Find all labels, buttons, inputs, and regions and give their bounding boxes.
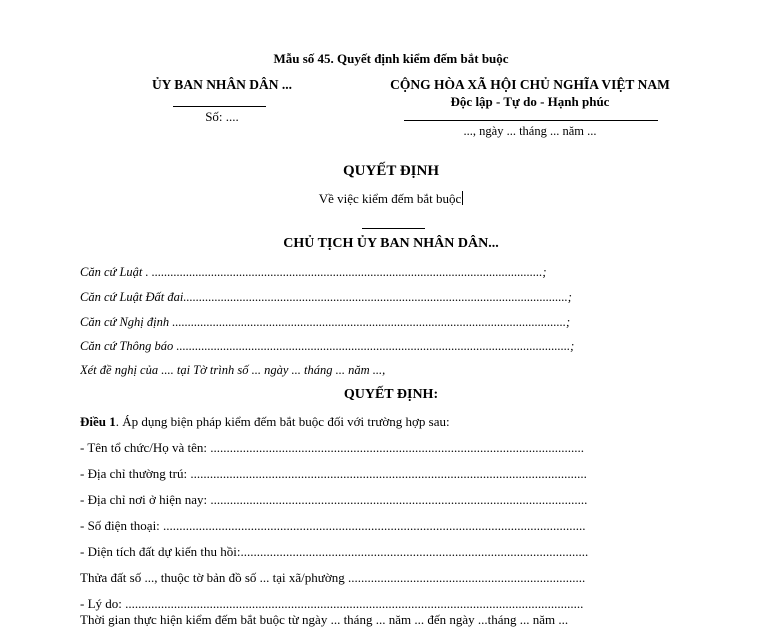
- form-title: Mẫu số 45. Quyết định kiểm đếm bắt buộc: [273, 51, 509, 66]
- legal-basis-proposal: Xét đề nghị của .... tại Tờ trình số ... ngày ... tháng ... năm ...,: [80, 363, 386, 377]
- field-name: - Tên tổ chức/Họ và tên: ...................................................................................................................: [80, 440, 585, 455]
- legal-basis-land-law: Căn cứ Luật Đất đai...........................................................................................................................;: [80, 290, 572, 304]
- nation-name: CỘNG HÒA XÃ HỘI CHỦ NGHĨA VIỆT NAM: [390, 77, 670, 92]
- field-inspection-period: Thời gian thực hiện kiểm đếm bắt buộc từ ngày ... tháng ... năm ... đến ngày ...tháng ... năm ...: [80, 612, 569, 627]
- agency-name: ỦY BAN NHÂN DÂN ...: [151, 77, 293, 92]
- decision-heading: QUYẾT ĐỊNH:: [343, 387, 439, 402]
- national-motto: Độc lập - Tự do - Hạnh phúc: [450, 94, 610, 109]
- legal-basis-decree: Căn cứ Nghị định ..............................................................................................................................;: [80, 315, 571, 329]
- article-1-label: Điều 1: [80, 414, 116, 429]
- article-1: [80, 414, 660, 430]
- subject-underline: [362, 228, 425, 229]
- motto-underline: [404, 120, 658, 121]
- legal-basis-notice: Căn cứ Thông báo ..............................................................................................................................;: [80, 339, 575, 353]
- document-number: Số: ....: [205, 109, 239, 124]
- text-cursor: [462, 191, 463, 205]
- field-phone: - Số điện thoại: ..................................................................................................................................: [80, 518, 586, 533]
- legal-basis-law: Căn cứ Luật . .............................................................................................................................;: [80, 265, 547, 279]
- field-permanent-address: - Địa chỉ thường trú: ..........................................................................................................................: [80, 466, 587, 481]
- field-land-parcel: Thửa đất số ..., thuộc tờ bản đồ số ... tại xã/phường .........................................................................: [80, 570, 586, 585]
- authority-heading: CHỦ TỊCH ỦY BAN NHÂN DÂN...: [283, 236, 499, 251]
- issue-date: ..., ngày ... tháng ... năm ...: [463, 124, 597, 138]
- decision-subject-line: [0, 191, 782, 207]
- decision-title: QUYẾT ĐỊNH: [343, 163, 439, 179]
- field-reason: - Lý do: .............................................................................................................................................: [80, 596, 584, 611]
- field-land-area: - Diện tích đất dự kiến thu hồi:...........................................................................................................: [80, 544, 589, 559]
- field-current-address: - Địa chỉ nơi ở hiện nay: ....................................................................................................................: [80, 492, 588, 507]
- agency-underline: [173, 106, 266, 107]
- decision-subject: Về việc kiểm đếm bắt buộc: [318, 191, 462, 206]
- article-1-text: . Áp dụng biện pháp kiểm đếm bắt buộc đối với trường hợp sau:: [115, 414, 450, 429]
